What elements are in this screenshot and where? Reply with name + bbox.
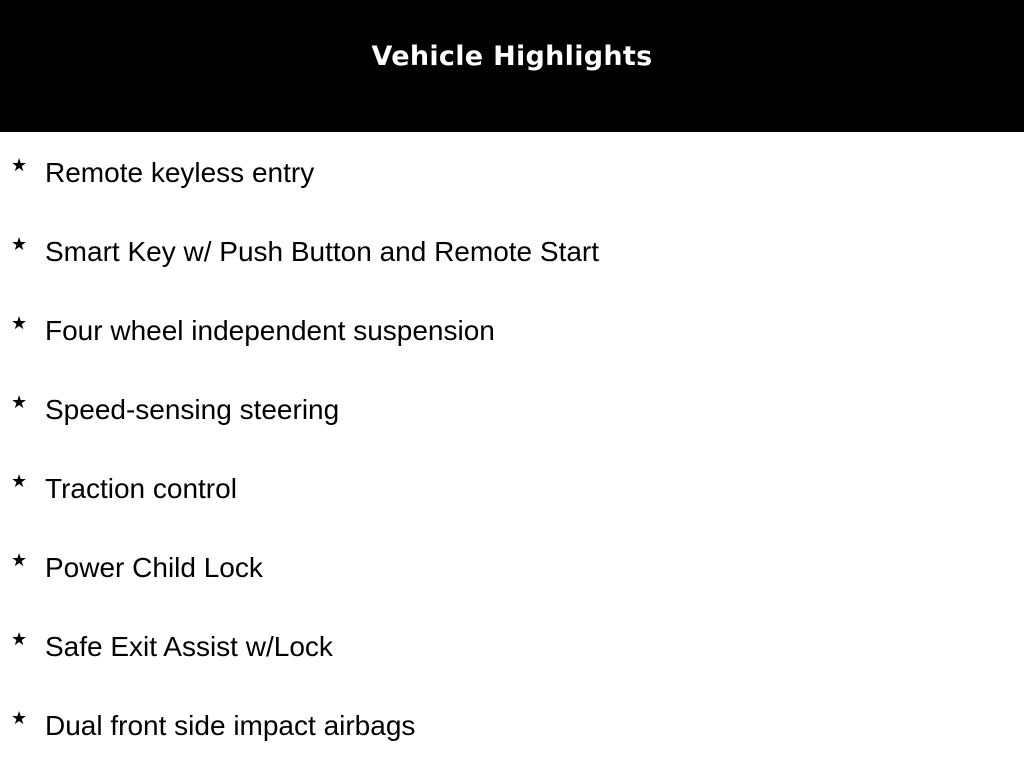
star-icon: ★: [11, 313, 28, 334]
highlight-label: Traction control: [45, 473, 237, 504]
star-icon: ★: [11, 155, 28, 176]
star-icon: ★: [11, 392, 28, 413]
star-icon: ★: [11, 708, 28, 729]
star-icon: ★: [11, 234, 28, 255]
highlight-label: Remote keyless entry: [45, 157, 315, 188]
header-bar: [0, 0, 1024, 132]
highlight-label: Dual front side impact airbags: [45, 710, 416, 741]
highlight-label: Safe Exit Assist w/Lock: [45, 631, 333, 662]
highlight-label: Four wheel independent suspension: [45, 315, 495, 346]
highlight-label: Power Child Lock: [45, 552, 263, 583]
star-icon: ★: [11, 550, 28, 571]
star-icon: ★: [11, 629, 28, 650]
highlight-label: Speed-sensing steering: [45, 394, 340, 425]
star-icon: ★: [11, 471, 28, 492]
highlight-label: Smart Key w/ Push Button and Remote Start: [45, 236, 600, 267]
page-title: Vehicle Highlights: [371, 40, 653, 72]
